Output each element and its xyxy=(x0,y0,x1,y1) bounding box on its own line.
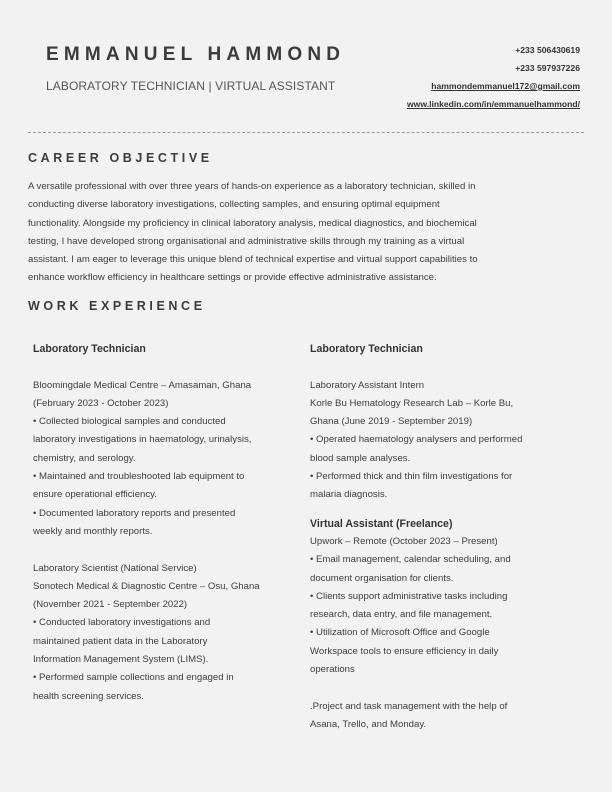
text-line: health screening services. xyxy=(33,690,144,702)
text-line: ensure operational efficiency. xyxy=(33,489,157,501)
job-entry xyxy=(33,560,260,706)
text-line: conducting diverse laboratory investigations, collecting samples, and ensuring optimal equipment xyxy=(28,199,440,211)
work-experience-heading: WORK EXPERIENCE xyxy=(28,299,206,313)
text-line: .Project and task management with the help of xyxy=(310,700,508,712)
job-entry xyxy=(33,377,260,542)
text-line: malaria diagnosis. xyxy=(310,489,388,501)
text-line: • Clients support administrative tasks including xyxy=(310,590,508,602)
text-line: • Conducted laboratory investigations and xyxy=(33,617,211,629)
text-line: Information Management System (LIMS). xyxy=(33,654,209,666)
text-line: operations xyxy=(310,664,355,676)
text-line: (November 2021 - September 2022) xyxy=(33,599,188,611)
text-line: • Operated haematology analysers and performed xyxy=(310,434,523,446)
text-line: Asana, Trello, and Monday. xyxy=(310,718,427,730)
text-line: blood sample analyses. xyxy=(310,452,411,464)
text-line: maintained patient data in the Laboratory xyxy=(33,635,208,647)
text-line: enhance workflow efficiency in healthcare settings or provide effective administrative assistance. xyxy=(28,272,437,284)
text-line: • Collected biological samples and conducted xyxy=(33,416,226,428)
text-line: Sonotech Medical & Diagnostic Centre – Osu, Ghana xyxy=(33,580,260,592)
text-line: document organisation for clients. xyxy=(310,572,454,584)
job-title: Virtual Assistant (Freelance) xyxy=(310,517,453,530)
text-line: • Performed thick and thin film investigations for xyxy=(310,471,513,483)
text-line: assistant. I am eager to leverage this unique blend of technical expertise and virtual support capabilities to xyxy=(28,254,478,266)
text-line: chemistry, and serology. xyxy=(33,452,136,464)
text-line: research, data entry, and file management. xyxy=(310,609,493,621)
text-line: Ghana (June 2019 - September 2019) xyxy=(310,416,473,428)
text-line: Laboratory Assistant Intern xyxy=(310,379,425,391)
job-entry xyxy=(310,377,522,505)
text-line: Laboratory Scientist (National Service) xyxy=(33,562,197,574)
text-line: (February 2023 - October 2023) xyxy=(33,397,169,409)
phone-2: +233 597937226 xyxy=(515,63,580,73)
candidate-name: EMMANUEL HAMMOND xyxy=(46,44,346,65)
text-line: Bloomingdale Medical Centre – Amasaman, Ghana xyxy=(33,379,252,391)
text-line: • Maintained and troubleshooted lab equipment to xyxy=(33,471,245,483)
text-line: • Email management, calendar scheduling, and xyxy=(310,554,511,566)
divider xyxy=(28,132,584,133)
job-title: Laboratory Technician xyxy=(310,343,423,355)
text-line: Workspace tools to ensure efficiency in daily xyxy=(310,645,499,657)
job-entry xyxy=(310,533,522,679)
text-line: laboratory investigations in haematology, urinalysis, xyxy=(33,434,252,446)
work-column-left xyxy=(33,340,260,706)
text-line: Upwork – Remote (October 2023 – Present) xyxy=(310,535,498,547)
email-link[interactable]: hammondemmanuel172@gmail.com xyxy=(431,81,580,91)
candidate-title: LABORATORY TECHNICIAN | VIRTUAL ASSISTANT xyxy=(46,79,336,93)
text-line: weekly and monthly reports. xyxy=(33,525,153,537)
phone-1: +233 506430619 xyxy=(515,45,580,55)
text-line: testing, I have developed strong organisational and administrative skills through my training as a virtual xyxy=(28,235,465,247)
job-entry xyxy=(310,698,522,735)
contact-info xyxy=(407,44,580,116)
text-line: Korle Bu Hematology Research Lab – Korle Bu, xyxy=(310,397,514,409)
linkedin-link[interactable]: www.linkedin.com/in/emmanuelhammond/ xyxy=(406,99,580,109)
text-line: • Documented laboratory reports and presented xyxy=(33,507,236,519)
text-line: • Performed sample collections and engaged in xyxy=(33,672,234,684)
career-objective-heading: CAREER OBJECTIVE xyxy=(28,151,213,165)
work-column-right xyxy=(310,340,522,734)
career-objective-text xyxy=(28,178,588,288)
text-line: • Utilization of Microsoft Office and Google xyxy=(310,627,490,639)
job-title: Laboratory Technician xyxy=(33,343,146,355)
text-line: A versatile professional with over three years of hands-on experience as a laboratory technician, skilled in xyxy=(28,181,476,192)
text-line: functionality. Alongside my proficiency in clinical laboratory analysis, medical diagnostics, and biochemical xyxy=(28,217,477,229)
